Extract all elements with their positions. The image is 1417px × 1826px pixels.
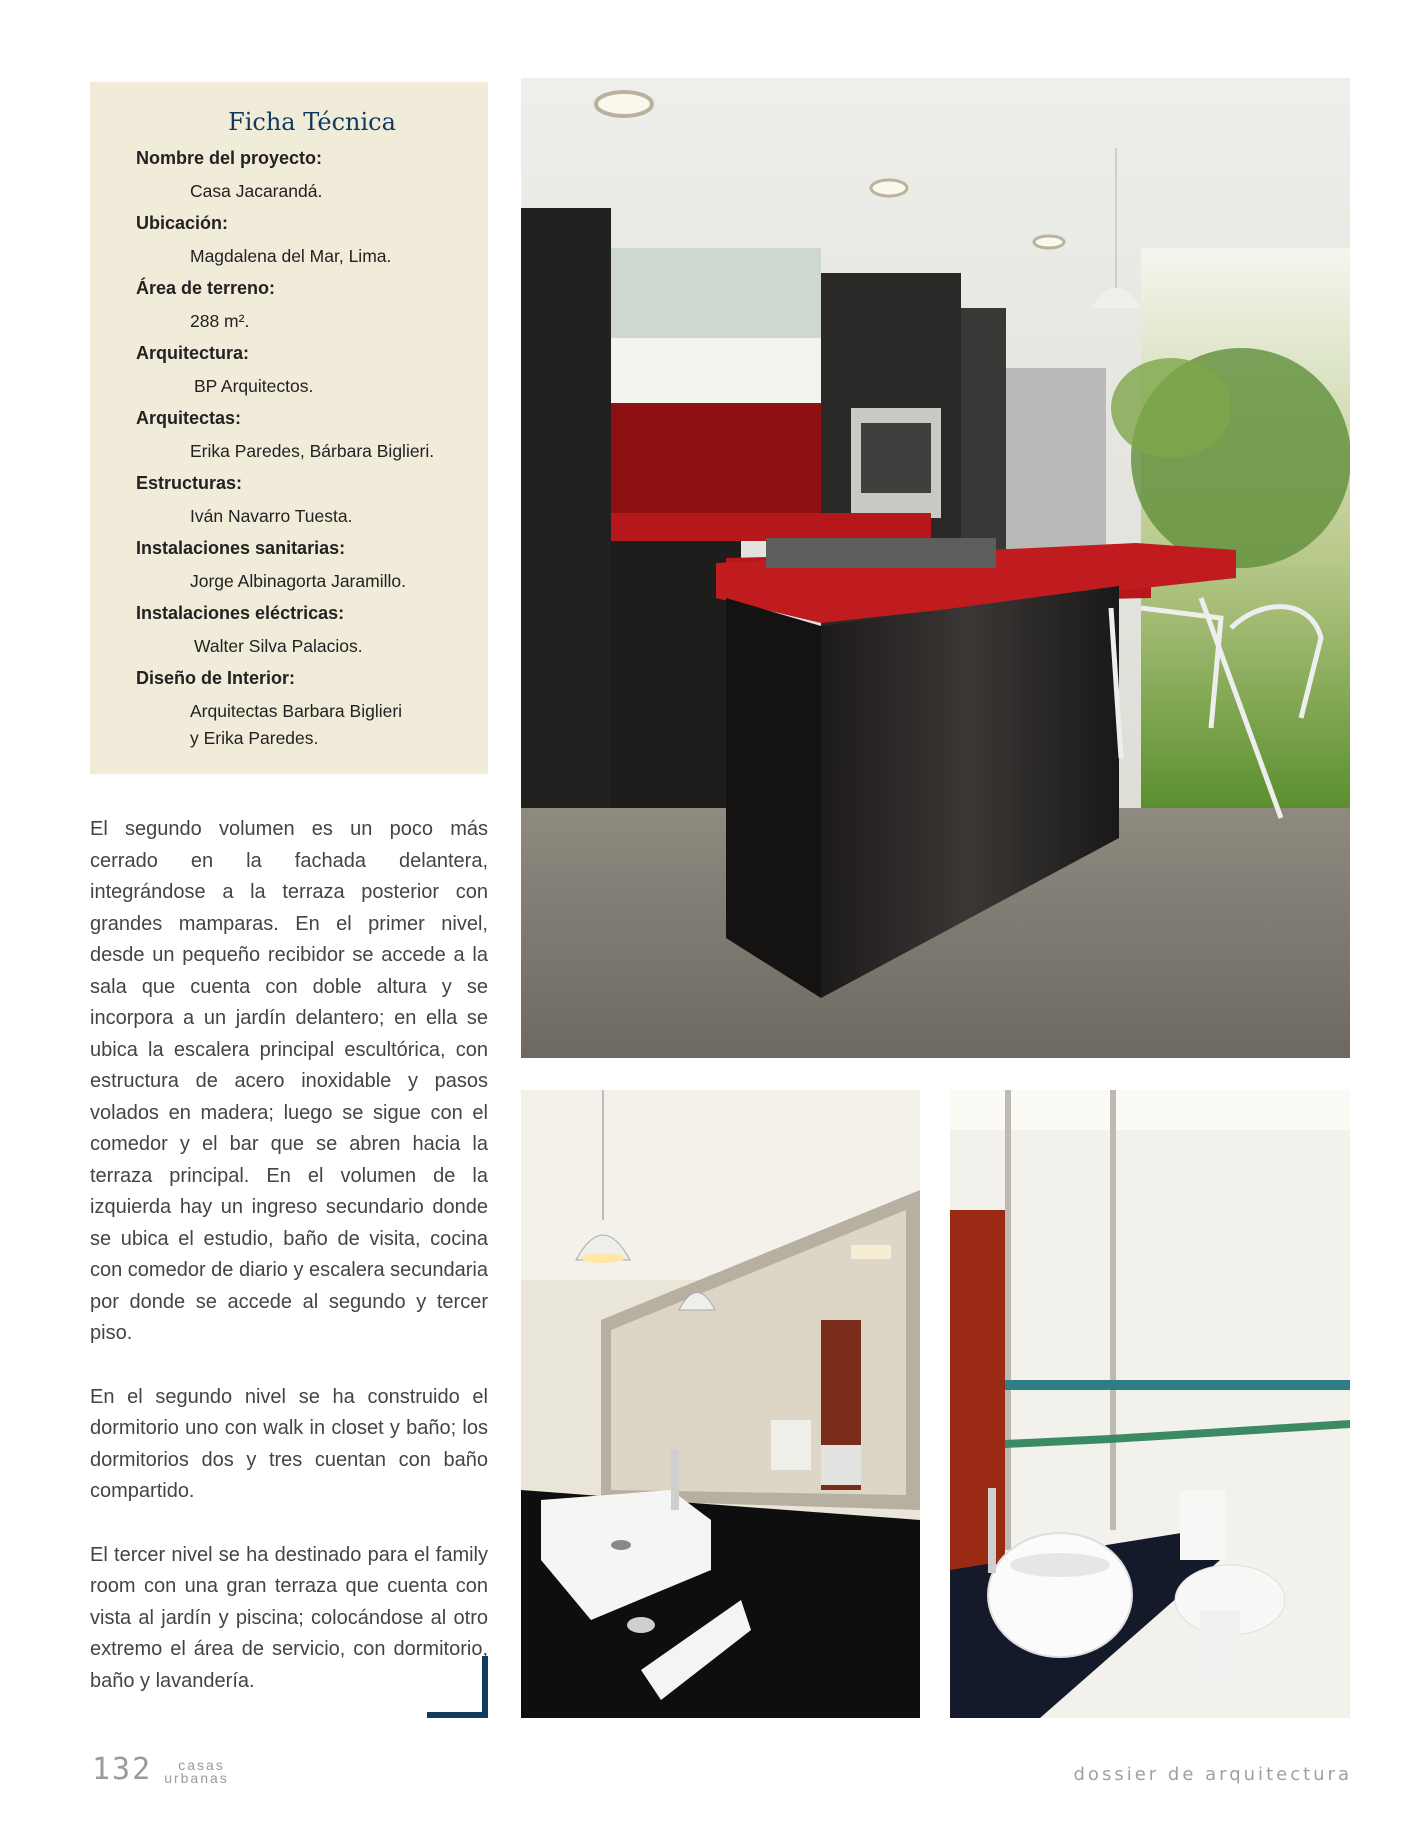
ficha-label: Arquitectura: bbox=[136, 343, 250, 363]
page-number: 132 bbox=[92, 1752, 153, 1787]
ficha-value: Walter Silva Palacios. bbox=[194, 635, 363, 656]
paragraph: El segundo volumen es un poco más cerrado en la fachada delantera, integrándose a la terraza posterior con grandes mamparas. En el primer nivel, desde un pequeño recibidor se accede a la sala que cuenta con doble altura y se incorpora a un jardín delantero; en ella se ubica la escalera principal escultórica, con estructura de acero inoxidable y pasos volados en madera; luego se sigue con el comedor y el bar que se abren hacia la terraza principal. En el volumen de la izquierda hay un ingreso secundario donde se ubica el estudio, baño de visita, cocina con comedor de diario y escalera secundaria por donde se accede al segundo y tercer piso. bbox=[90, 818, 488, 1344]
ficha-tecnica-box bbox=[90, 82, 488, 774]
ficha-value: Erika Paredes, Bárbara Biglieri. bbox=[190, 440, 435, 461]
ficha-value: Jorge Albinagorta Jaramillo. bbox=[190, 570, 406, 591]
bathroom-photo-left bbox=[521, 1090, 920, 1718]
ficha-label: Área de terreno: bbox=[136, 278, 276, 298]
ficha-value: 288 m². bbox=[190, 310, 250, 331]
ficha-value: Casa Jacarandá. bbox=[190, 180, 323, 201]
ficha-label: Ubicación: bbox=[136, 213, 229, 233]
magazine-logo bbox=[164, 1759, 229, 1785]
paragraph: En el segundo nivel se ha construido el dormitorio uno con walk in closet y baño; los dormitorios dos y tres cuentan con baño compartido. bbox=[90, 1385, 488, 1502]
bathroom-photo-right bbox=[950, 1090, 1350, 1718]
ficha-label: Estructuras: bbox=[136, 473, 243, 493]
section-name: dossier de arquitectura bbox=[1073, 1764, 1352, 1785]
ficha-value bbox=[190, 695, 488, 752]
logo-line: urbanas bbox=[164, 1770, 229, 1786]
ficha-value: Iván Navarro Tuesta. bbox=[190, 505, 353, 526]
ficha-label: Arquitectas: bbox=[136, 408, 242, 428]
ficha-label: Nombre del proyecto: bbox=[136, 148, 323, 168]
ficha-label: Diseño de Interior: bbox=[136, 668, 296, 688]
article-body bbox=[90, 814, 488, 1729]
ficha-value: BP Arquitectos. bbox=[194, 375, 314, 396]
ficha-list bbox=[136, 142, 488, 752]
ficha-value-line: Arquitectas Barbara Biglieri bbox=[190, 700, 403, 721]
ficha-title: Ficha Técnica bbox=[228, 108, 396, 136]
ficha-label: Instalaciones eléctricas: bbox=[136, 603, 345, 623]
footer-left bbox=[92, 1752, 229, 1787]
ficha-value: Magdalena del Mar, Lima. bbox=[190, 245, 392, 266]
ficha-value-line: y Erika Paredes. bbox=[190, 727, 319, 748]
kitchen-photo bbox=[521, 78, 1350, 1058]
ficha-label: Instalaciones sanitarias: bbox=[136, 538, 346, 558]
corner-bracket-decoration bbox=[427, 1656, 488, 1718]
paragraph: El tercer nivel se ha destinado para el family room con una gran terraza que cuenta con vista al jardín y piscina; colocándose al otro extremo el área de servicio, con dormitorio, baño y lavandería. bbox=[90, 1543, 488, 1692]
logo-line: casas bbox=[178, 1757, 225, 1773]
